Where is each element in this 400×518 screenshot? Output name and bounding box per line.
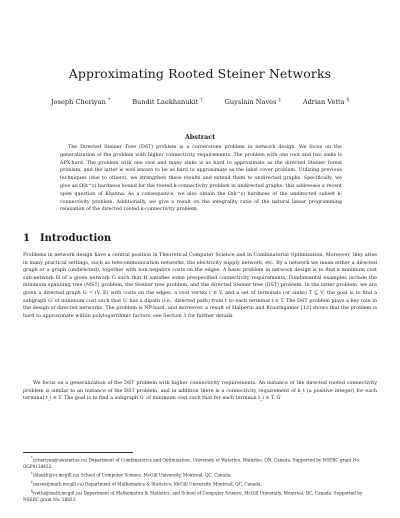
footnotes <box>23 455 377 503</box>
intro-paragraph-2: We focus on a generalization of the DST problem with higher connectivity requirements. An instance of the directed rooted connectivity problem is similar to an instance of the DST problem, and in addition there is a connectivity requirement of k_t (a positive integer) for each terminal t_i ∈ T. The goal is to find a subgraph G′ of minimum cost such that for each terminal t_i ∈ T, G′ <box>23 380 377 402</box>
footnote-text: (blaekh@cs.mcgill.ca) School of Computer Science, McGill University, Montreal, QC, Canada. <box>32 472 232 478</box>
footnote <box>23 488 377 503</box>
footnote-text: (jcheriyan@uwaterloo.ca) Department of Combinatorics and Optimization, University of Waterloo, Waterloo, ON, Canada. Supported by NSERC grant No. OGP0138432. <box>23 457 361 469</box>
section-number: 1 <box>23 233 30 244</box>
footnote-text: (naves@math.mcgill.ca) Department of Mathematics & Statistics, McGill University, Montreal, QC, Canada. <box>32 481 262 487</box>
footnote-mark: § <box>31 488 33 493</box>
footnote-mark: ‡ <box>31 480 33 484</box>
author-list <box>0 98 400 106</box>
footnote-mark: † <box>31 471 33 476</box>
author-name: Joseph Cheriyan <box>51 98 106 107</box>
footnote-text: (vetta@math.mcgill.ca) Department of Mathematics & Statistics, and School of Computer Science, McGill University, Montreal, QC, Canada. Supported by NSERC grant No. 28833. <box>23 490 363 502</box>
abstract-body: The Directed Steiner Tree (DST) problem is a cornerstone problem in network design. We focus on the generalization of the problem with higher connectivity requirements. The problem with one root and two sinks is APX-hard. The problem with one root and many sinks is as hard to approximate as the directed Steiner forest problem, and the latter is well known to be as hard to approximate as the label cover problem. Utilizing previous techniques (due to others), we strengthen these results and extend them to undirected graphs. Specifically, we give an Ω(k^ε) hardness bound for the rooted k-connectivity problem in undirected graphs; this addresses a recent open question of Khanna. As a consequence, we also obtain the Ω(k^ε) hardness of the undirected subset k-connectivity problem. Additionally, we give a result on the integrality ratio of the natural linear programming relaxation of the directed rooted k-connectivity problem. <box>60 145 342 213</box>
author-mark: ‡ <box>278 98 281 103</box>
author-mark: § <box>346 98 349 103</box>
footnote-rule <box>23 452 133 453</box>
abstract-heading: Abstract <box>184 133 216 141</box>
author <box>303 98 349 106</box>
author <box>225 98 281 106</box>
footnote <box>23 455 377 470</box>
footnote <box>23 479 377 488</box>
author-mark: † <box>200 98 203 103</box>
author-mark: * <box>107 98 111 103</box>
author-name: Adrian Vetta <box>302 98 345 107</box>
footnote <box>23 470 377 479</box>
author-name: Bundit Laekhanukit <box>132 98 199 107</box>
paper-title: Approximating Rooted Steiner Networks <box>68 66 332 81</box>
author <box>132 98 202 106</box>
intro-paragraph-1: Problems in network design have a central position in Theoretical Computer Science and in Combinatorial Optimization. Moreover, they arise in many practical settings, such as telecommunication networks, the electricity supply network, etc. By a network we mean either a directed graph or a graph (undirected), together with non-negative costs on the edges. A basic problem in network design is to find a minimum cost sub-network H of a given network G such that H satisfies some prespecified connectivity requirements. Fundamental examples include the minimum spanning tree (MST) problem, the Steiner tree problem, and the directed Steiner tree (DST) problem. In the latter problem, we are given a directed graph G = (V, E) with costs on the edges, a root vertex r ∈ V, and a set of terminals (or sinks) T ⊆ V; the goal is to find a subgraph G′ of minimum cost such that G′ has a dipath (i.e., directed path) from r to each terminal t ∈ T. The DST problem plays a key role in the design of directed networks. The problem is NP-hard, and moreover, a result of Halperin and Krauthgamer [12] shows that the problem is hard to approximate within polylogarithmic factors; see Section 3 for further details. <box>23 252 377 319</box>
section-heading <box>23 233 111 244</box>
author-name: Guyslain Naves <box>224 98 277 107</box>
footnote-mark: * <box>31 456 33 460</box>
section-title: Introduction <box>39 233 112 244</box>
author <box>51 98 110 106</box>
